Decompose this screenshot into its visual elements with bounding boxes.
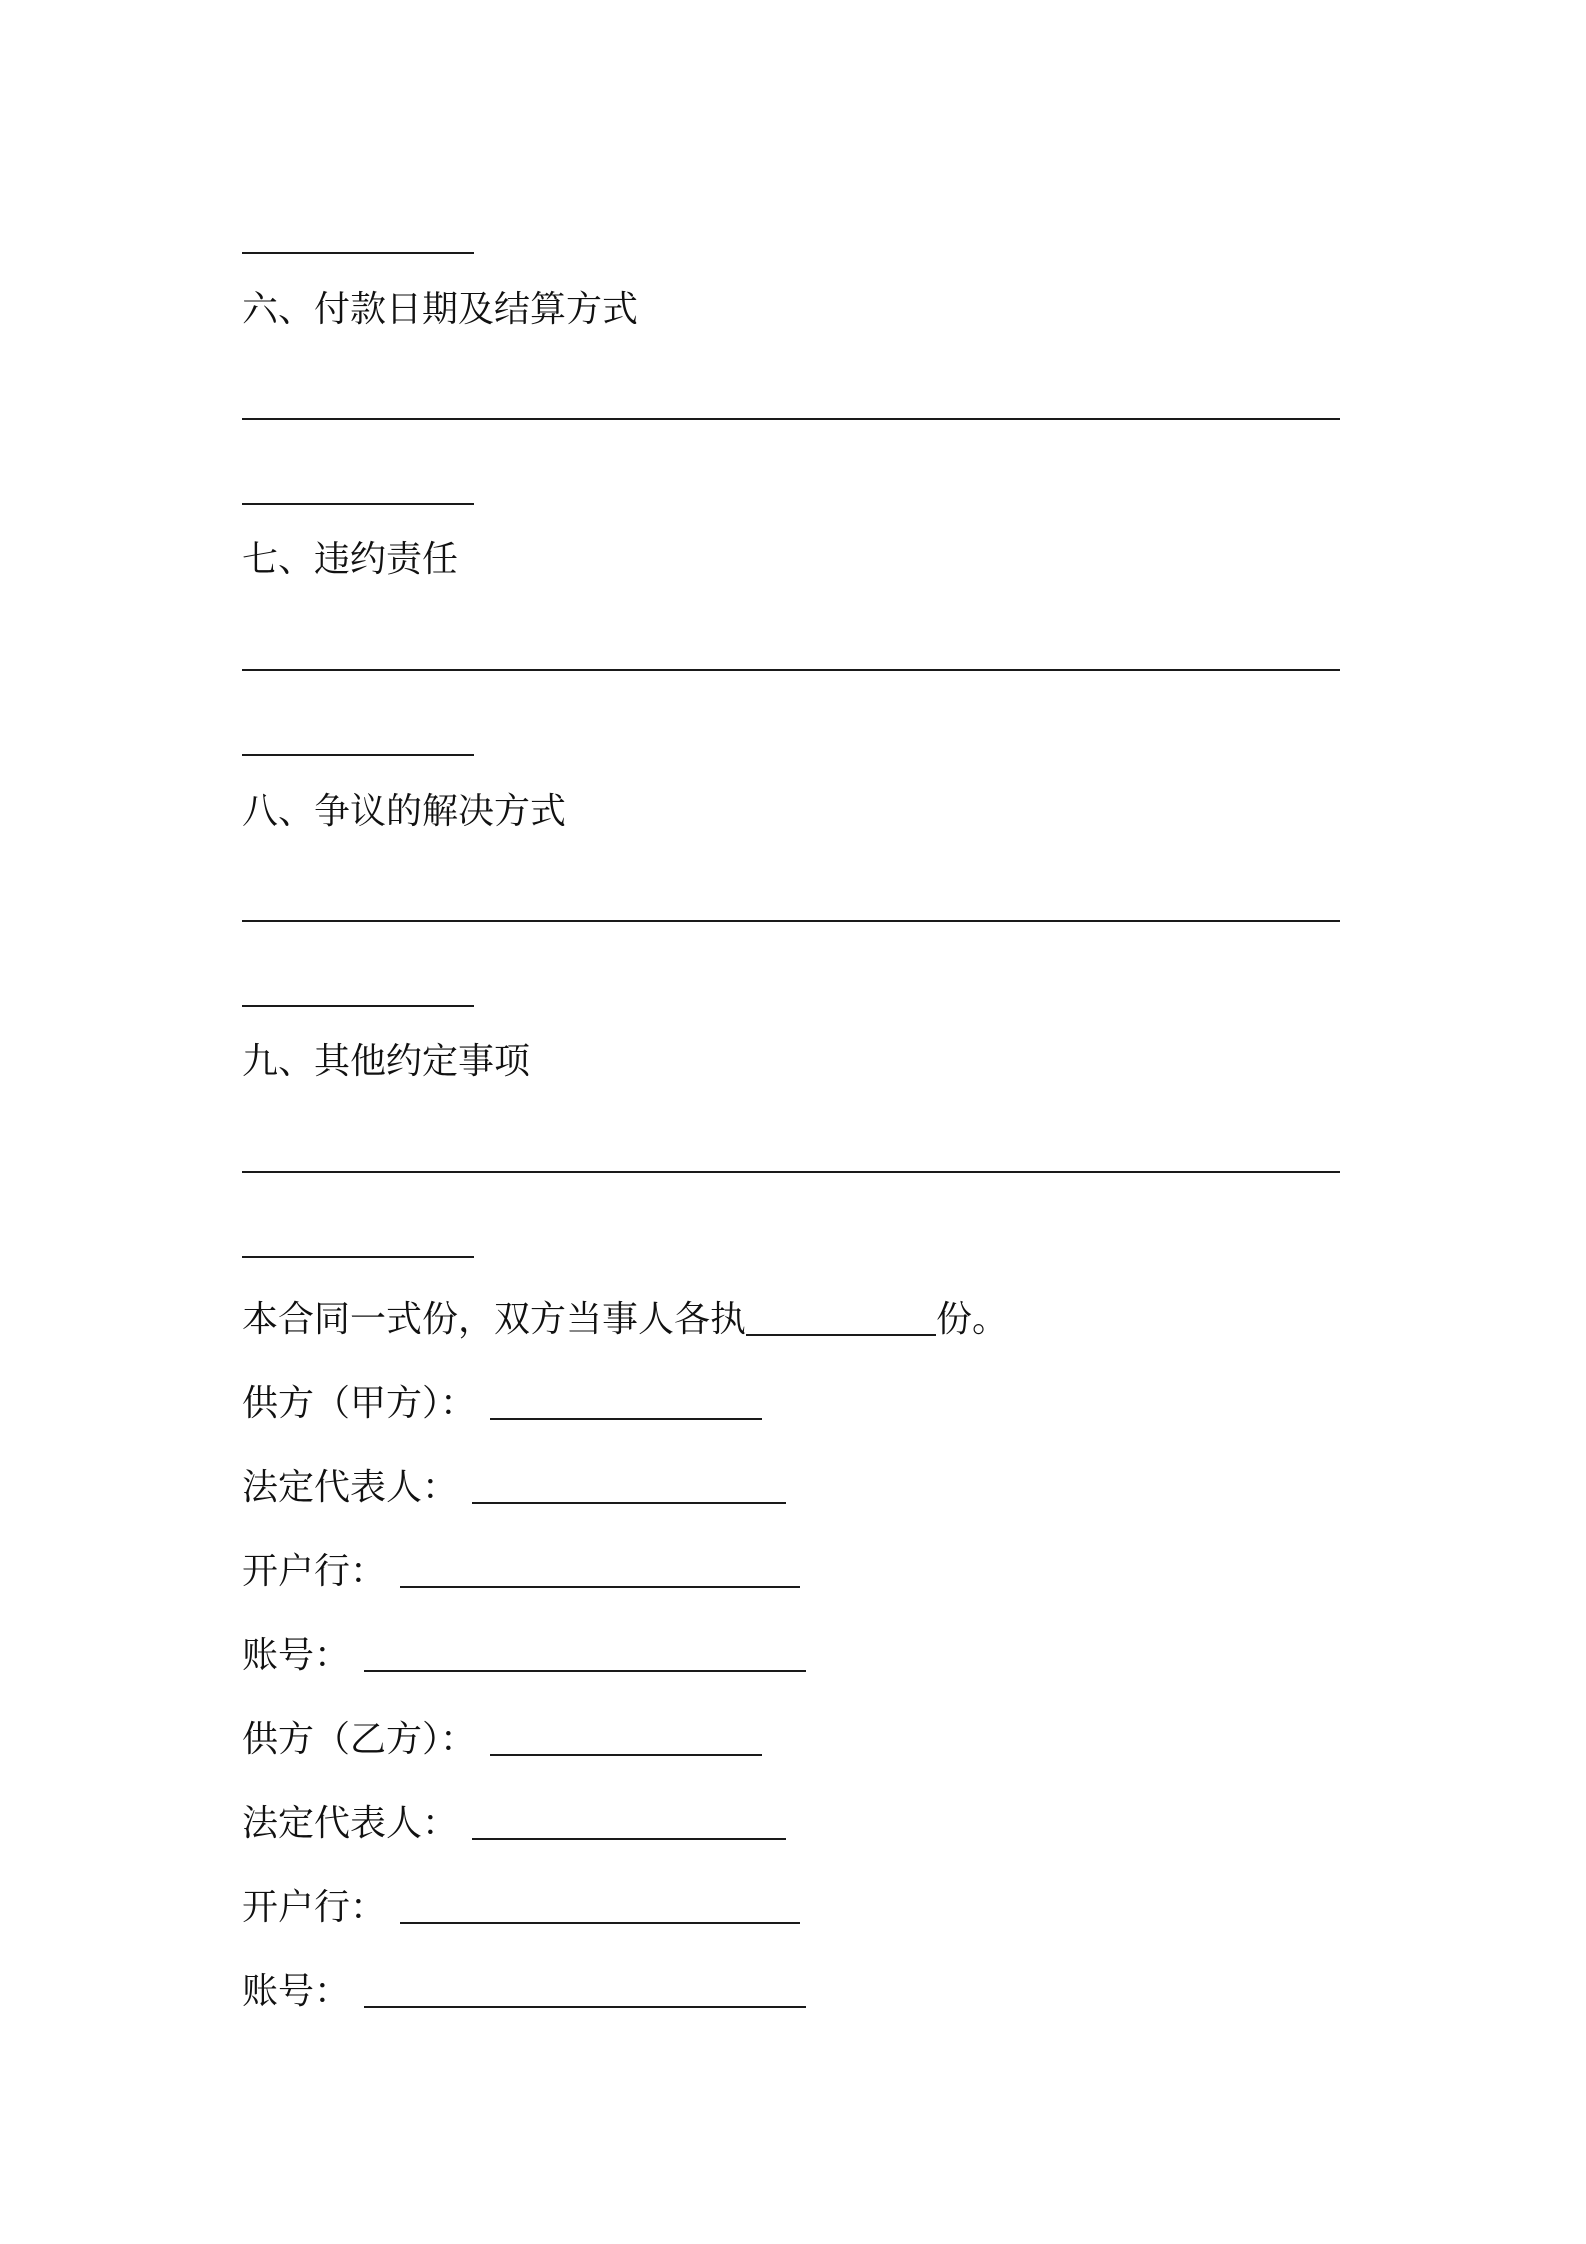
blank-line-full: [242, 418, 1340, 420]
party-b-legal-rep-row: [242, 1802, 786, 1846]
party-a-legal-rep-label: 法定代表人：: [242, 1467, 459, 1508]
blank-line-short: [242, 252, 474, 254]
party-b-bank-row: [242, 1886, 800, 1930]
party-b-supplier-blank[interactable]: [490, 1754, 762, 1756]
party-a-supplier-row: [242, 1382, 762, 1426]
copies-prefix: 本合同一式份，双方当事人各执: [242, 1299, 747, 1340]
blank-line-short: [242, 754, 474, 756]
party-b-bank-label: 开户行：: [242, 1887, 387, 1928]
party-b-account-row: [242, 1970, 806, 2014]
blank-line-full: [242, 1171, 1340, 1173]
party-b-account-blank[interactable]: [364, 2006, 806, 2008]
party-b-legal-rep-label: 法定代表人：: [242, 1803, 459, 1844]
blank-line-short: [242, 1256, 474, 1258]
party-a-bank-label: 开户行：: [242, 1551, 387, 1592]
party-a-supplier-label: 供方（甲方）：: [242, 1383, 477, 1424]
section-heading-liability: 七、违约责任: [242, 539, 459, 580]
party-a-bank-row: [242, 1550, 800, 1594]
section-heading-other: 九、其他约定事项: [242, 1041, 531, 1082]
copies-statement: [242, 1298, 1008, 1342]
party-b-account-label: 账号：: [242, 1971, 351, 2012]
party-a-account-blank[interactable]: [364, 1670, 806, 1672]
party-b-supplier-label: 供方（乙方）：: [242, 1719, 477, 1760]
blank-line-full: [242, 920, 1340, 922]
party-a-account-label: 账号：: [242, 1635, 351, 1676]
party-a-account-row: [242, 1634, 806, 1678]
party-a-bank-blank[interactable]: [400, 1586, 800, 1588]
copies-suffix: 份。: [936, 1299, 1009, 1340]
blank-line-short: [242, 503, 474, 505]
party-a-supplier-blank[interactable]: [490, 1418, 762, 1420]
party-a-legal-rep-row: [242, 1466, 786, 1510]
copies-count-blank[interactable]: [746, 1334, 936, 1336]
blank-line-full: [242, 669, 1340, 671]
section-heading-dispute: 八、争议的解决方式: [242, 791, 567, 832]
party-b-supplier-row: [242, 1718, 762, 1762]
party-a-legal-rep-blank[interactable]: [472, 1502, 786, 1504]
section-heading-payment: 六、付款日期及结算方式: [242, 289, 639, 330]
party-b-legal-rep-blank[interactable]: [472, 1838, 786, 1840]
blank-line-short: [242, 1005, 474, 1007]
party-b-bank-blank[interactable]: [400, 1922, 800, 1924]
